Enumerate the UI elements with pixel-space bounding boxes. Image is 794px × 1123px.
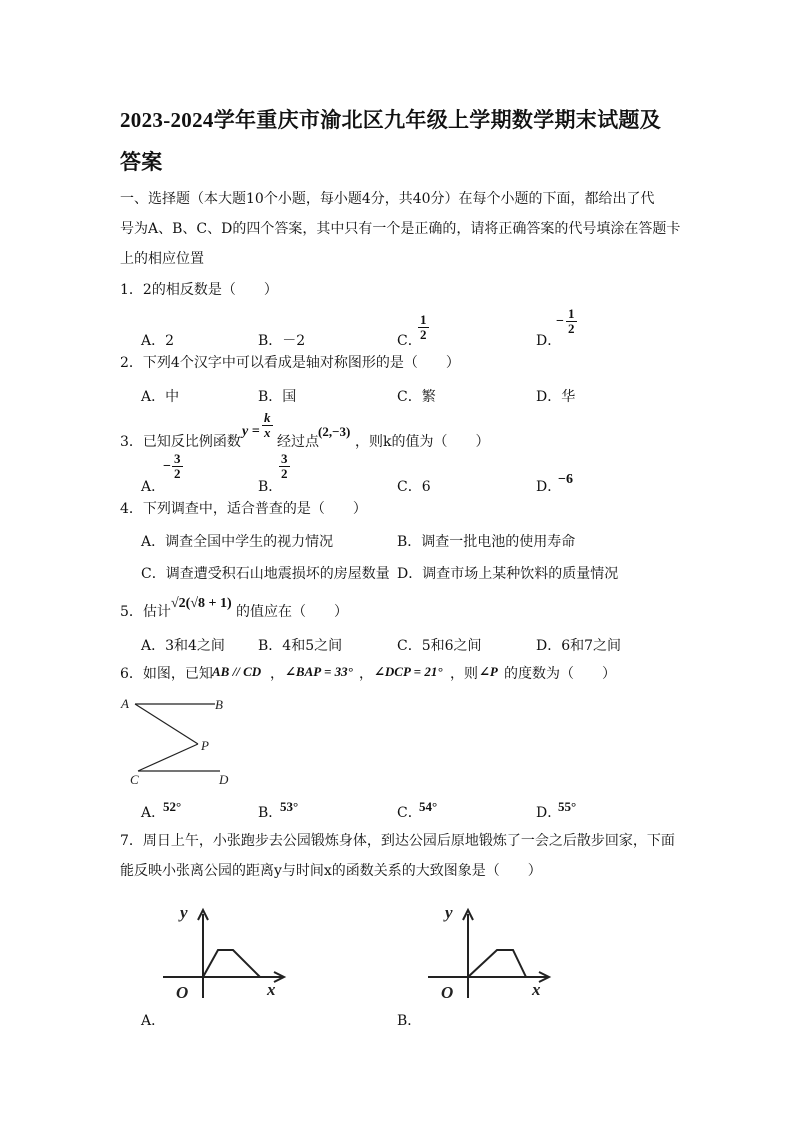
fraction-denominator: x	[264, 425, 271, 440]
q6-stem-mid: ，则	[450, 666, 478, 682]
fraction-denominator: 2	[174, 466, 181, 481]
q5-stem-suffix: 的值应在（ ）	[236, 604, 348, 620]
fraction-numerator: k	[264, 410, 271, 425]
section-instruction-line3: 上的相应位置	[120, 251, 204, 267]
q3-stem-mid: 经过点	[277, 434, 319, 450]
q3-point: (2,−3)	[318, 424, 351, 439]
q6-option-b-label: B．	[258, 805, 283, 821]
graph-a-origin-label: O	[176, 983, 189, 1002]
point-label-b: B	[215, 697, 223, 712]
q3-option-b-label: B．	[258, 479, 283, 495]
q7-stem-line2: 能反映小张离公园的距离y与时间x的函数关系的大致图象是（ ）	[120, 863, 542, 879]
q5-option-c: C．5和6之间	[397, 638, 482, 654]
q2-option-d: D．华	[536, 389, 576, 405]
q6-condition-parallel: AB // CD	[212, 664, 262, 679]
fraction-denominator: 2	[568, 321, 575, 336]
q7-graph-b	[425, 898, 560, 1003]
segment-ap	[135, 704, 198, 744]
point-label-d: D	[219, 772, 229, 787]
q1-option-a: A．2	[141, 333, 175, 349]
q3-option-a-label: A．	[141, 479, 166, 495]
q4-stem: 4．下列调查中，适合普查的是（ ）	[120, 501, 367, 517]
q6-option-d-value: 55°	[558, 799, 577, 814]
q6-condition-angle-dcp: ∠DCP = 21°	[374, 664, 443, 679]
q1-option-c-label: C．	[397, 333, 422, 349]
graph-a-y-label: y	[180, 903, 188, 922]
q1-option-d-sign: −	[556, 314, 564, 329]
q1-option-d-fraction	[566, 307, 577, 336]
q3-stem-suffix: ，则k的值为（ ）	[355, 434, 490, 450]
fraction-numerator: 1	[420, 312, 427, 327]
q6-stem-prefix: 6．如图，已知	[120, 666, 213, 682]
section-instruction-line1: 一、选择题（本大题10个小题，每小题4分，共40分）在每个小题的下面，都给出了代	[120, 191, 655, 207]
q7-option-a-label: A．	[141, 1013, 166, 1029]
q1-stem: 1．2的相反数是（ ）	[120, 282, 278, 298]
q6-condition-angle-bap: ∠BAP = 33°	[285, 664, 353, 679]
q1-option-d-label: D．	[536, 333, 562, 349]
q6-option-a-label: A．	[141, 805, 166, 821]
page-title-line1: 2023-2024学年重庆市渝北区九年级上学期数学期末试题及	[120, 108, 661, 132]
q5-expression: √2(√8 + 1)	[171, 596, 232, 611]
q5-option-a: A．3和4之间	[141, 638, 225, 654]
q4-option-c: C．调查遭受积石山地震损坏的房屋数量	[141, 566, 390, 582]
q5-stem-prefix: 5．估计	[120, 604, 171, 620]
segment-pc	[138, 744, 198, 771]
q3-option-a-sign: −	[163, 459, 171, 474]
q6-geometry-figure	[118, 692, 243, 788]
q4-option-d: D．调查市场上某种饮料的质量情况	[397, 566, 619, 582]
point-label-p: P	[201, 738, 209, 753]
q4-option-a: A．调查全国中学生的视力情况	[141, 534, 334, 550]
q6-target-angle: ∠P	[479, 664, 498, 679]
q1-option-b: B．－2	[258, 333, 306, 349]
point-label-a: A	[121, 696, 129, 711]
q6-option-c-value: 54°	[419, 799, 438, 814]
section-instruction-line2: 号为A、B、C、D的四个答案，其中只有一个是正确的，请将正确答案的代号填涂在答题卡	[120, 221, 681, 237]
page-title-line2: 答案	[120, 150, 163, 174]
graph-a-x-label: x	[267, 980, 276, 999]
q2-stem: 2．下列4个汉字中可以看成是轴对称图形的是（ ）	[120, 355, 460, 371]
q6-separator-2: ，	[359, 666, 373, 682]
function-curve	[468, 950, 526, 977]
q6-option-c-label: C．	[397, 805, 422, 821]
fraction-numerator: 1	[568, 306, 575, 321]
function-curve	[203, 950, 260, 977]
q5-option-d: D．6和7之间	[536, 638, 622, 654]
q4-option-b: B．调查一批电池的使用寿命	[397, 534, 576, 550]
q5-option-b: B．4和5之间	[258, 638, 343, 654]
fraction-denominator: 2	[420, 327, 427, 342]
graph-b-y-label: y	[445, 903, 453, 922]
q2-option-c: C．繁	[397, 389, 436, 405]
q6-stem-suffix: 的度数为（ ）	[504, 666, 616, 682]
q3-function-fraction	[262, 411, 273, 440]
q3-option-a-fraction	[172, 452, 183, 481]
q3-option-d-value: −6	[558, 472, 573, 487]
q3-option-c: C．6	[397, 479, 431, 495]
q2-option-b: B．国	[258, 389, 297, 405]
q7-graph-a	[160, 898, 295, 1003]
q3-option-d-label: D．	[536, 479, 562, 495]
q2-option-a: A．中	[141, 389, 180, 405]
q6-option-d-label: D．	[536, 805, 562, 821]
fraction-numerator: 3	[281, 451, 288, 466]
q3-function-y: y =	[242, 424, 260, 439]
q3-option-b-fraction	[279, 452, 290, 481]
graph-b-origin-label: O	[441, 983, 454, 1002]
q6-separator-1: ，	[270, 666, 284, 682]
q6-option-b-value: 53°	[280, 799, 299, 814]
q7-option-b-label: B．	[397, 1013, 422, 1029]
fraction-denominator: 2	[281, 466, 288, 481]
graph-b-x-label: x	[532, 980, 541, 999]
q3-stem-prefix: 3．已知反比例函数	[120, 434, 241, 450]
q7-stem-line1: 7．周日上午，小张跑步去公园锻炼身体，到达公园后原地锻炼了一会之后散步回家，下面	[120, 833, 675, 849]
q6-option-a-value: 52°	[163, 799, 182, 814]
q1-option-c-fraction	[418, 313, 429, 342]
fraction-numerator: 3	[174, 451, 181, 466]
point-label-c: C	[130, 772, 139, 787]
